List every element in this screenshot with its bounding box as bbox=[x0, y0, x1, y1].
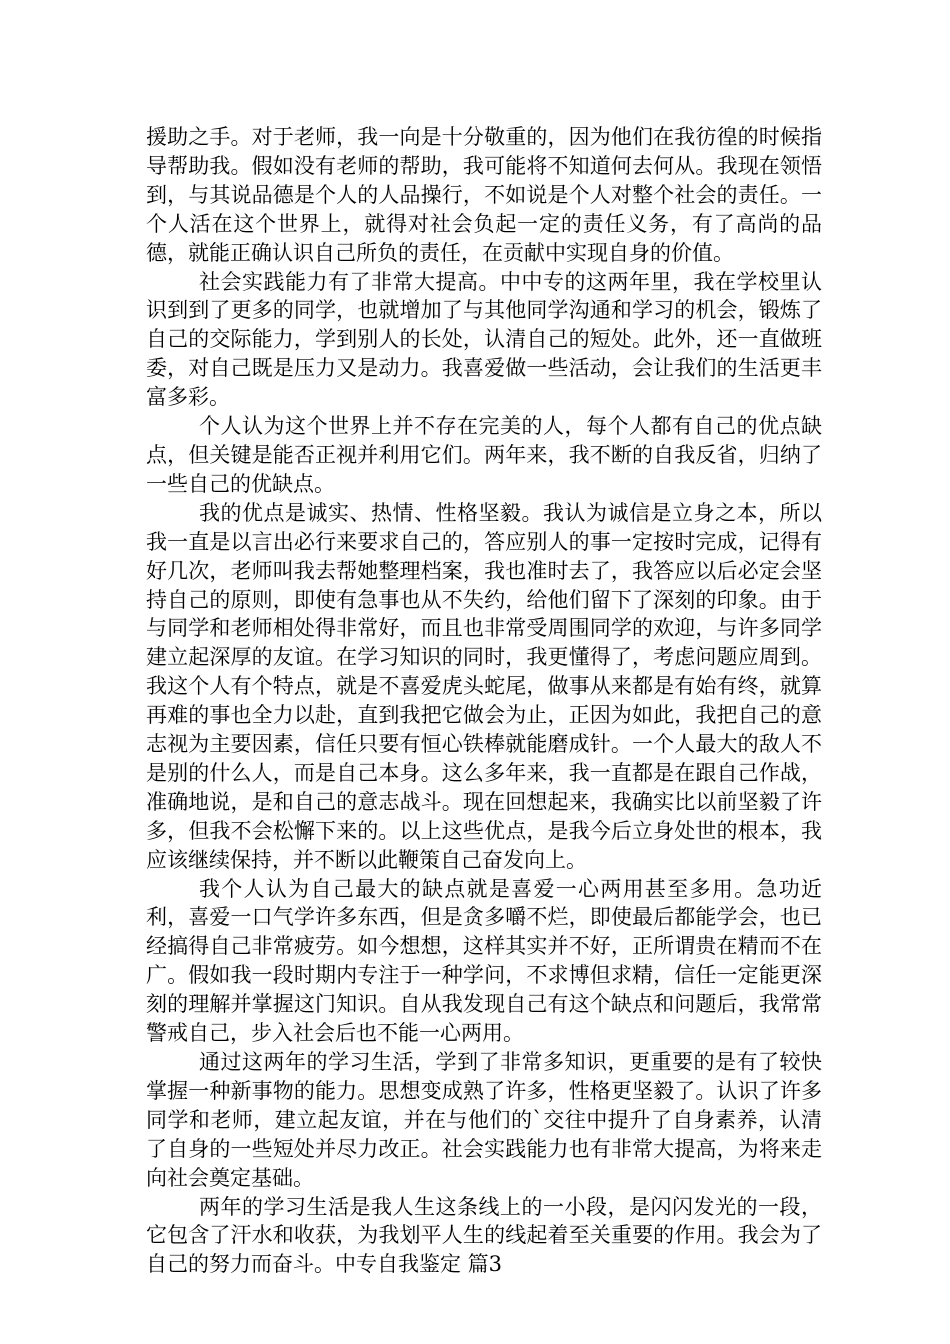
document-body bbox=[146, 123, 822, 1279]
paragraph-2: 社会实践能力有了非常大提高。中中专的这两年里，我在学校里认识到到了更多的同学，也就增加了与其他同学沟通和学习的机会，锻炼了自己的交际能力，学到别人的长处，认清自己的短处。此外，还一直做班委，对自己既是压力又是动力。我喜爱做一些活动，会让我们的生活更丰富多彩。 bbox=[146, 269, 822, 410]
paragraph-6: 通过这两年的学习生活，学到了非常多知识，更重要的是有了较快掌握一种新事物的能力。思想变成熟了许多，性格更坚毅了。认识了许多同学和老师，建立起友谊，并在与他们的`交往中提升了自身素养，认清了自身的一些短处并尽力改正。社会实践能力也有非常大提高，为将来走向社会奠定基础。 bbox=[146, 1050, 822, 1190]
paragraph-5: 我个人认为自己最大的缺点就是喜爱一心两用甚至多用。急功近利，喜爱一口气学许多东西，但是贪多嚼不烂，即使最后都能学会，也已经搞得自己非常疲劳。如今想想，这样其实并不好，正所谓贵在精而不在广。假如我一段时期内专注于一种学问，不求博但求精，信任一定能更深刻的理解并掌握这门知识。自从我发现自己有这个缺点和问题后，我常常警戒自己，步入社会后也不能一心两用。 bbox=[146, 876, 822, 1046]
paragraph-1: 援助之手。对于老师，我一向是十分敬重的，因为他们在我彷徨的时候指导帮助我。假如没有老师的帮助，我可能将不知道何去何从。我现在领悟到，与其说品德是个人的人品操行，不如说是个人对整个社会的责任。一个人活在这个世界上，就得对社会负起一定的责任义务，有了高尚的品德，就能正确认识自己所负的责任，在贡献中实现自身的价值。 bbox=[146, 125, 822, 265]
paragraph-7: 两年的学习生活是我人生这条线上的一小段，是闪闪发光的一段，它包含了汗水和收获，为我划平人生的线起着至关重要的作用。我会为了自己的努力而奋斗。中专自我鉴定 篇3 bbox=[146, 1194, 822, 1277]
paragraph-3: 个人认为这个世界上并不存在完美的人，每个人都有自己的优点缺点，但关键是能否正视并利用它们。两年来，我不断的自我反省，归纳了一些自己的优缺点。 bbox=[146, 414, 822, 496]
paragraph-4: 我的优点是诚实、热情、性格坚毅。我认为诚信是立身之本，所以我一直是以言出必行来要求自己的，答应别人的事一定按时完成，记得有好几次，老师叫我去帮她整理档案，我也准时去了，我答应以后必定会坚持自己的原则，即使有急事也从不失约，给他们留下了深刻的印象。由于与同学和老师相处得非常好，而且也非常受周围同学的欢迎，与许多同学建立起深厚的友谊。在学习知识的同时，我更懂得了，考虑问题应周到。我这个人有个特点，就是不喜爱虎头蛇尾，做事从来都是有始有终，就算再难的事也全力以赴，直到我把它做会为止，正因为如此，我把自己的意志视为主要因素，信任只要有恒心铁棒就能磨成针。一个人最大的敌人不是别的什么人，而是自己本身。这么多年来，我一直都是在跟自己作战，准确地说，是和自己的意志战斗。现在回想起来，我确实比以前坚毅了许多，但我不会松懈下来的。以上这些优点，是我今后立身处世的根本，我应该继续保持，并不断以此鞭策自己奋发向上。 bbox=[146, 500, 822, 872]
